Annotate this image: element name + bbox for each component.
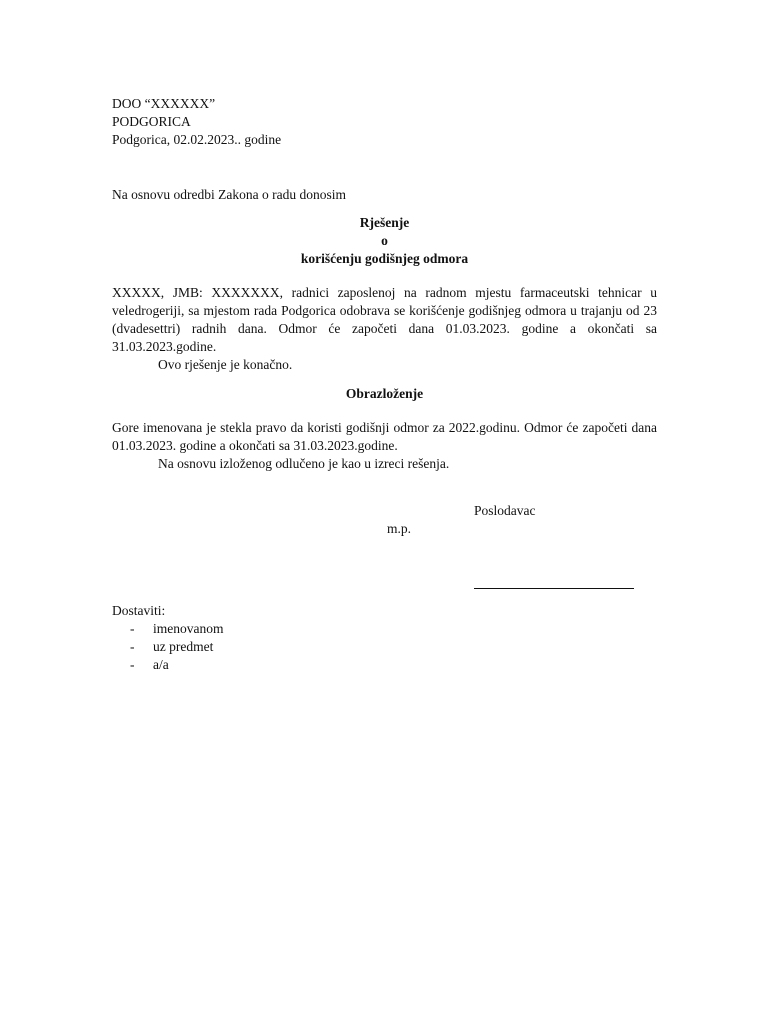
signature-area <box>112 502 657 612</box>
document-date: Podgorica, 02.02.2023.. godine <box>112 132 282 147</box>
delivery-title: Dostaviti: <box>112 603 166 618</box>
decision-section <box>112 284 657 374</box>
list-item <box>112 620 657 638</box>
list-item-text: imenovanom <box>153 621 224 636</box>
decision-final-note: Ovo rješenje je konačno. <box>158 357 293 372</box>
list-item-text: a/a <box>153 657 169 672</box>
company-city: PODGORICA <box>112 114 191 129</box>
list-dash: - <box>130 657 135 672</box>
explanation-title: Obrazloženje <box>345 386 424 401</box>
list-item-text: uz predmet <box>153 639 214 654</box>
title-line-2: o <box>381 233 388 248</box>
delivery-list <box>112 620 657 674</box>
title-line-3: korišćenju godišnjeg odmora <box>300 251 469 266</box>
list-dash: - <box>130 621 135 636</box>
delivery-section <box>112 602 657 674</box>
employer-label: Poslodavac <box>474 503 536 518</box>
stamp-label: m.p. <box>387 521 412 536</box>
decision-paragraph: XXXXX, JMB: XXXXXXX, radnici zaposlenoj na radnom mjestu farmaceutski tehnicar u veledrogeriji, sa mjestom rada Podgorica odobrava se korišćenje godišnjeg odmora u trajanju od 23 (dvadesettri) radnih dana. Odmor će započeti dana 01.03.2023. godine a okončati sa 31.03.2023.godine. <box>112 285 657 354</box>
document-page <box>112 95 657 674</box>
list-dash: - <box>130 639 135 654</box>
company-name: DOO “XXXXXX” <box>112 96 216 111</box>
explanation-paragraph: Gore imenovana je stekla pravo da koristi godišnji odmor za 2022.godinu. Odmor će započeti dana 01.03.2023. godine a okončati sa 31.03.2023.godine. <box>112 420 657 453</box>
explanation-conclusion: Na osnovu izloženog odlučeno je kao u izreci rešenja. <box>158 456 450 471</box>
legal-basis-intro: Na osnovu odredbi Zakona o radu donosim <box>112 187 346 202</box>
list-item <box>112 638 657 656</box>
signature-line <box>474 588 634 589</box>
title-line-1: Rješenje <box>359 215 410 230</box>
document-title <box>112 214 657 268</box>
explanation-section <box>112 419 657 473</box>
list-item <box>112 656 657 674</box>
document-header <box>112 95 657 149</box>
